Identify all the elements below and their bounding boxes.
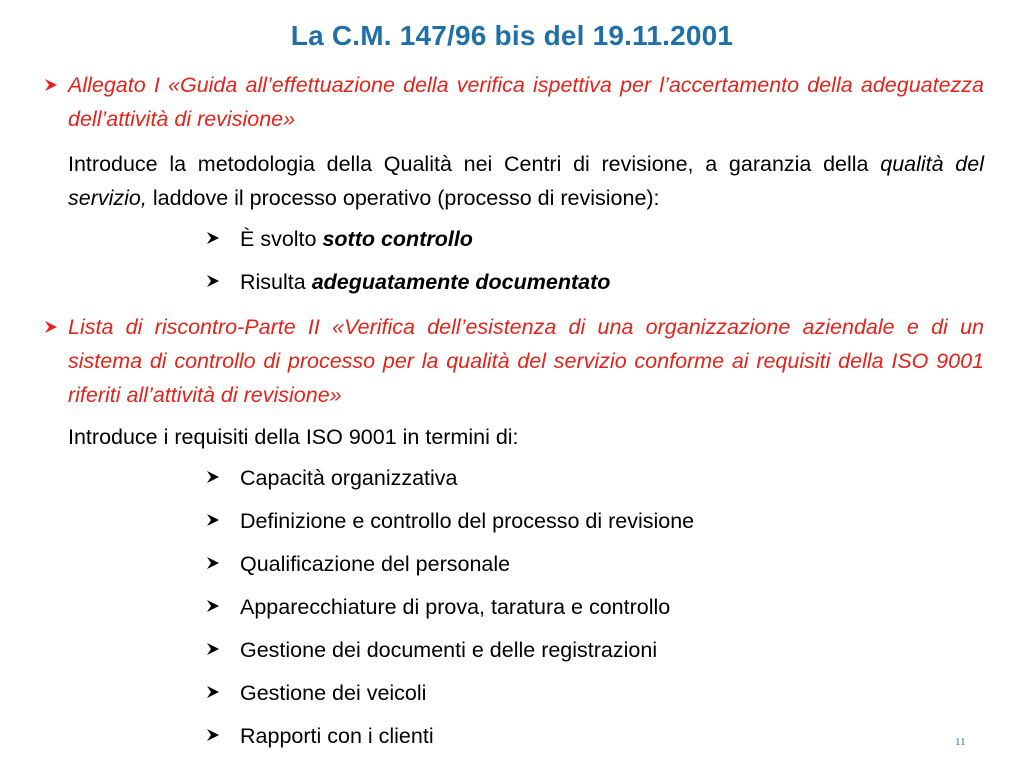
section1-item-prefix: Risulta [240,270,312,294]
arrow-bullet-icon [206,685,220,699]
arrow-bullet-icon [206,513,220,527]
section2-item: Gestione dei documenti e delle registrazioni [240,638,658,662]
section2-item: Gestione dei veicoli [240,681,427,705]
section1-item-prefix: È svolto [240,227,323,251]
page-number: 11 [955,736,966,748]
arrow-bullet-icon [206,599,220,613]
slide-title: La C.M. 147/96 bis del 19.11.2001 [290,20,734,51]
arrow-bullet-icon [206,231,220,245]
section2-heading: Lista di riscontro-Parte II «Verifica dell’esistenza di una organizzazione aziendale e di un sistema di controllo di processo per la qualità del servizio conforme ai requisiti della ISO 9001 riferiti all’attività di revisione» [68,315,984,407]
section2-item: Qualificazione del personale [240,552,511,576]
section1-item [240,224,473,254]
section2-item: Definizione e controllo del processo di revisione [240,509,695,533]
arrow-bullet-icon [206,642,220,656]
arrow-bullet-icon [44,78,58,92]
section2-item: Capacità organizzativa [240,466,458,490]
section1-intro-end: laddove il processo operativo (processo di revisione): [146,186,660,210]
section1-intro-start: Introduce la metodologia della Qualità nei Centri di revisione, a garanzia della [68,152,881,176]
section2-intro: Introduce i requisiti della ISO 9001 in termini di: [68,425,519,449]
section1-intro [68,147,984,215]
section1-item-emph: adeguatamente documentato [311,270,611,294]
arrow-bullet-icon [206,728,220,742]
arrow-bullet-icon [206,470,220,484]
section1-item-emph: sotto controllo [322,227,473,251]
section1-heading: Allegato I «Guida all’effettuazione della verifica ispettiva per l’accertamento della adeguatezza dell’attività di revisione» [68,73,984,131]
arrow-bullet-icon [206,274,220,288]
arrow-bullet-icon [44,320,58,334]
section1-item [240,267,610,297]
section2-item: Apparecchiature di prova, taratura e controllo [240,595,671,619]
arrow-bullet-icon [206,556,220,570]
section2-item: Rapporti con i clienti [240,724,434,748]
section1-intro-italic: qualità del servizio, [68,152,984,210]
